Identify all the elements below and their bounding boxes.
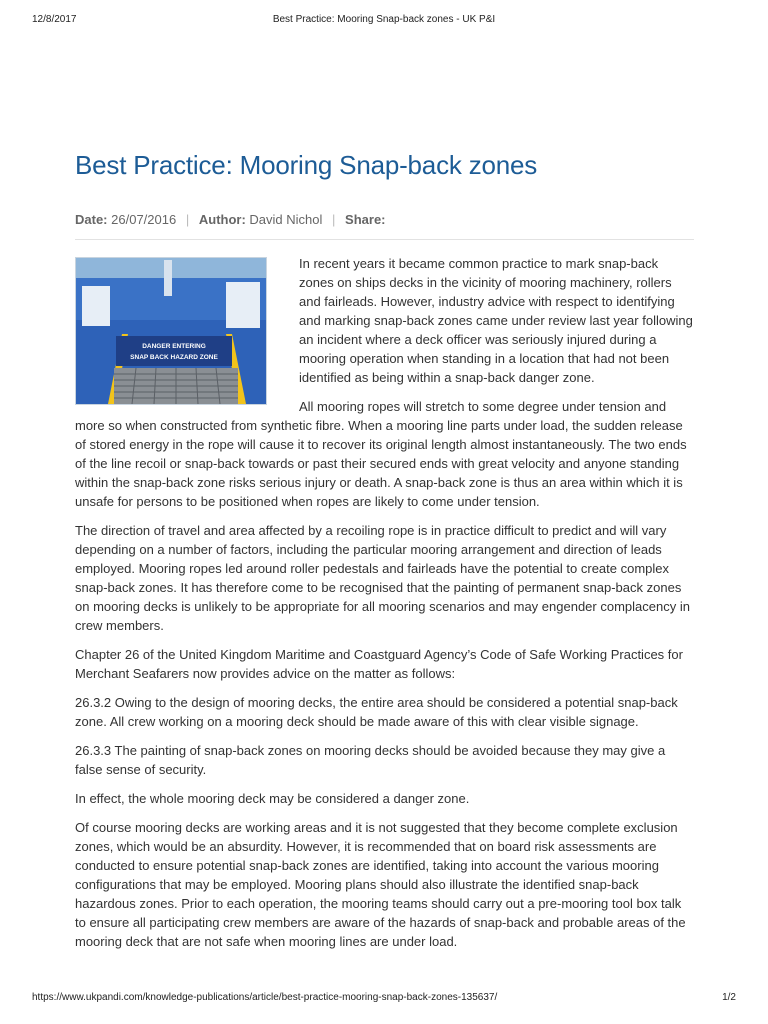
article [75, 150, 694, 961]
meta-separator: | [185, 212, 190, 227]
mooring-deck-photo [75, 257, 267, 405]
article-title: Best Practice: Mooring Snap-back zones [75, 150, 538, 180]
print-page-title: Best Practice: Mooring Snap-back zones - UK P&I [272, 14, 496, 25]
mooring-machinery-left [82, 286, 110, 326]
paragraph: Chapter 26 of the United Kingdom Maritime and Coastguard Agency’s Code of Safe Working Practices for Merchant Seafarers now provides advice on the matter as follows: [75, 647, 683, 681]
print-date: 12/8/2017 [32, 14, 77, 25]
paragraph: 26.3.2 Owing to the design of mooring decks, the entire area should be considered a potential snap-back zone. All crew working on a mooring deck should be made aware of this with clear visible signage. [75, 695, 678, 729]
mooring-deck-illustration [76, 258, 266, 404]
page-number: 1/2 [722, 992, 736, 1003]
print-header [32, 14, 736, 28]
sign-text-line2: SNAP BACK HAZARD ZONE [130, 354, 218, 361]
hazard-sign [116, 336, 232, 366]
paragraph: Of course mooring decks are working areas and it is not suggested that they become complete exclusion zones, which would be an absurdity. However, it is recommended that on board risk assessments are conducted to ensure potential snap-back zones are identified, taking into account the various mooring configurations that may be employed. Mooring plans should also illustrate the identified snap-back hazardous zones. Prior to each operation, the mooring teams should carry out a pre-mooring tool box talk to ensure all participating crew members are aware of the hazards of snap-back and probable areas of the mooring deck that are not safe when mooring lines are under load. [75, 820, 686, 949]
paragraph: 26.3.3 The painting of snap-back zones on mooring decks should be avoided because they may give a false sense of security. [75, 743, 666, 777]
date-label: Date: [75, 212, 108, 227]
author-label: Author: [198, 212, 246, 227]
sign-text-line1: DANGER ENTERING [142, 343, 206, 350]
paragraph: The direction of travel and area affected by a recoiling rope is in practice difficult to predict and will vary depending on a number of factors, including the particular mooring arrangement and direction of leads employed. Mooring ropes led around roller pedestals and fairleads have the potential to create complex snap-back zones. It has therefore come to be recognised that the painting of permanent snap-back zones on mooring decks is unlikely to be appropriate for all mooring scenarios and may engender complacency in crew members. [75, 523, 690, 633]
share-label: Share: [345, 212, 386, 227]
print-footer [32, 992, 736, 1006]
meta-separator: | [332, 212, 336, 227]
author-link[interactable]: David Nichol [249, 212, 323, 227]
print-url: https://www.ukpandi.com/knowledge-publications/article/best-practice-mooring-snap-back-zones-135637/ [32, 992, 498, 1003]
deck-post [164, 260, 172, 296]
paragraph: In recent years it became common practice to mark snap-back zones on ships decks in the vicinity of mooring machinery, rollers and fairleads. However, industry advice with respect to identifying and marking snap-back zones came under review last year following an incident where a deck officer was seriously injured during a mooring operation when standing in a location that had not been identified as being within a snap-back danger zone. [299, 256, 693, 385]
paragraph: In effect, the whole mooring deck may be considered a danger zone. [75, 791, 470, 806]
article-body [75, 254, 694, 951]
article-meta [75, 211, 694, 240]
article-date: 26/07/2016 [111, 212, 177, 227]
mooring-machinery-right [226, 282, 260, 328]
paragraph: All mooring ropes will stretch to some degree under tension and more so when constructed from synthetic fibre. When a mooring line parts under load, the sudden release of stored energy in the rope will cause it to recover its original length almost instantaneously. The two ends of the line recoil or snap-back towards or past their secured ends with great velocity and anyone standing within the snap-back zone risks serious injury or death. A snap-back zone is thus an area within which it is unsafe for persons to be positioned when ropes are likely to come under tension. [75, 399, 687, 509]
